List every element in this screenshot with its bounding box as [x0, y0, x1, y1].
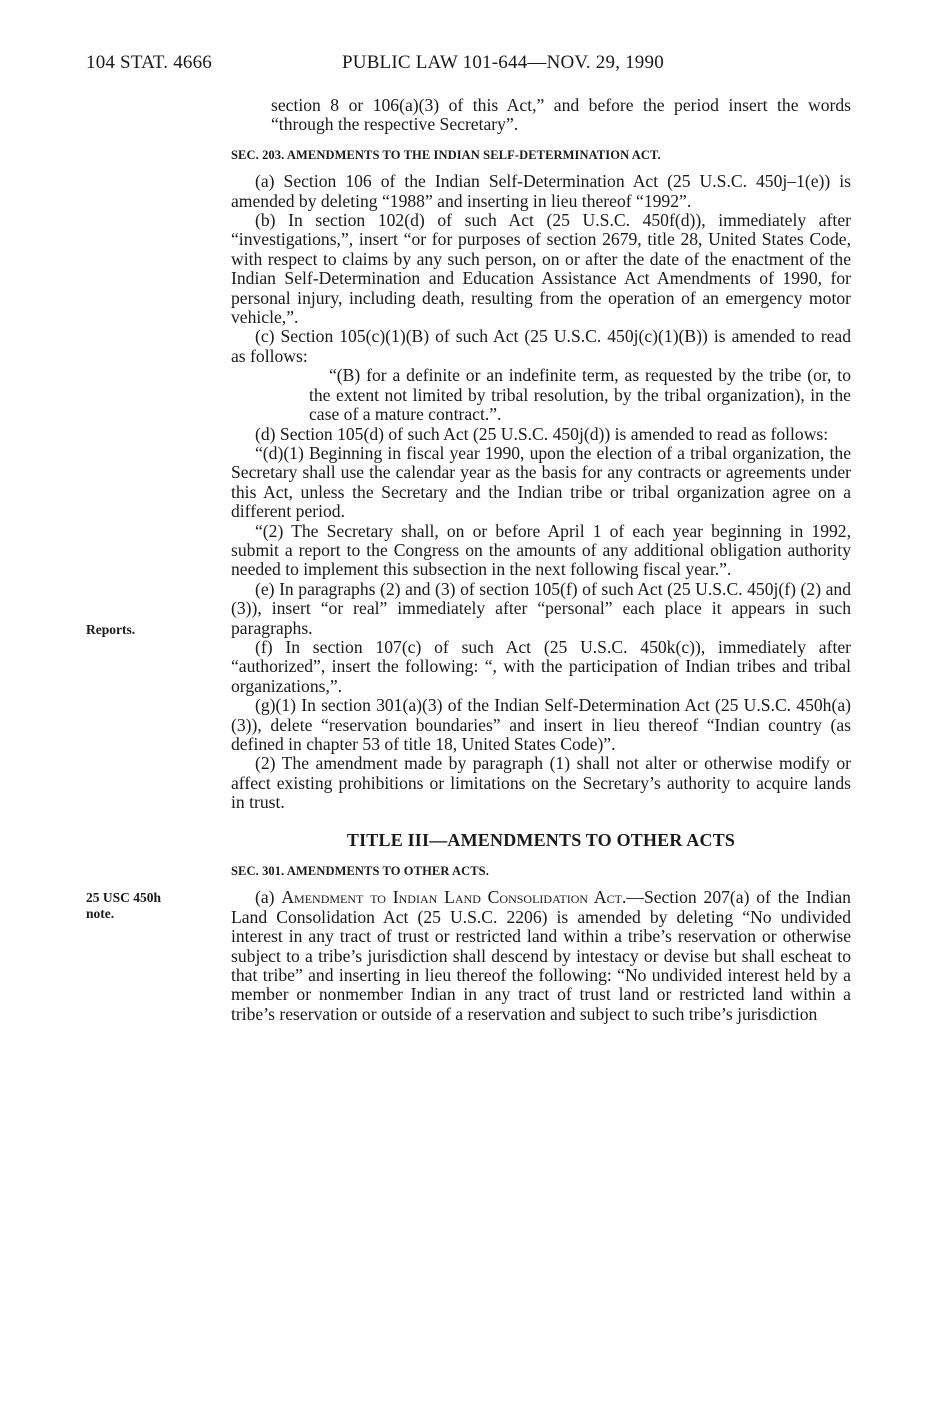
paragraph-g-2: (2) The amendment made by paragraph (1) shall not alter or otherwise modify or affect existing prohibitions or limitations on the Secretary’s authority to acquire lands in trust.	[231, 753, 851, 813]
paragraph-301-a-prefix: (a)	[255, 887, 282, 908]
paragraph-a: (a) Section 106 of the Indian Self-Determination Act (25 U.S.C. 450j–1(e)) is amended by deleting “1988” and inserting in lieu thereof “1992”.	[231, 171, 851, 211]
paragraph-b: (b) In section 102(d) of such Act (25 U.S.C. 450f(d)), immediately after “investigations,”, insert “or for purposes of section 2679, title 28, United States Code, with respect to claims by any such person, on or after the date of the enactment of the Indian Self-Determination and Education Assistance Act Amendments of 1990, for personal injury, including death, resulting from the operation of an emergency motor vehicle,”.	[231, 210, 851, 328]
section-301-heading: SEC. 301. AMENDMENTS TO OTHER ACTS.	[231, 864, 489, 879]
margin-note-usc	[86, 890, 161, 922]
paragraph-d-1: “(d)(1) Beginning in fiscal year 1990, upon the election of a tribal organization, the Secretary shall use the calendar year as the basis for any contracts or agreements under this Act, unless the Secretary and the Indian tribe or tribal organization agree on a different period.	[231, 442, 851, 522]
margin-note-usc-line2: note.	[86, 906, 115, 921]
margin-note-usc-line1: 25 USC 450h	[86, 890, 162, 905]
page-citation: 104 STAT. 4666	[86, 52, 213, 73]
paragraph-c-quote: “(B) for a definite or an indefinite term, as requested by the tribe (or, to the extent not limited by tribal resolution, by the tribal organization), in the case of a mature contract.”.	[309, 365, 851, 425]
paragraph-d: (d) Section 105(d) of such Act (25 U.S.C. 450j(d)) is amended to read as follows:	[255, 423, 829, 444]
paragraph-d-2: “(2) The Secretary shall, on or before April 1 of each year beginning in 1992, submit a report to the Congress on the amounts of any additional obligation authority needed to implement this subsection in the next following fiscal year.”.	[231, 520, 851, 580]
paragraph-f: (f) In section 107(c) of such Act (25 U.S.C. 450k(c)), immediately after “authorized”, insert the following: “, with the participation of Indian tribes and tribal organizations,”.	[231, 636, 851, 696]
paragraph-301-a-caption: Amendment to Indian Land Consolidation Act.	[281, 887, 627, 908]
margin-note-reports: Reports.	[86, 622, 136, 637]
running-head: PUBLIC LAW 101-644—NOV. 29, 1990	[342, 52, 664, 73]
title-3-heading: TITLE III—AMENDMENTS TO OTHER ACTS	[346, 829, 736, 850]
section-203-heading: SEC. 203. AMENDMENTS TO THE INDIAN SELF-DETERMINATION ACT.	[231, 147, 661, 162]
paragraph-301-a-text: —Section 207(a) of the Indian Land Consolidation Act (25 U.S.C. 2206) is amended by deleting “No undivided interest in any tract of trust or restricted land within a tribe’s reservation or otherwise subject to a tribe’s jurisdiction shall descend by intestacy or devise but shall escheat to that tribe” and inserting in lieu thereof the following: “No undivided interest held by a member or nonmember Indian in any tract of trust land or restricted land within a tribe’s reservation or outside of a reservation and subject to such tribe’s jurisdiction	[231, 887, 851, 1024]
continued-paragraph: section 8 or 106(a)(3) of this Act,” and before the period insert the words “through the respective Secretary”.	[271, 95, 851, 135]
paragraph-e: (e) In paragraphs (2) and (3) of section 105(f) of such Act (25 U.S.C. 450j(f) (2) and (3)), insert “or real” immediately after “personal” each place it appears in such paragraphs.	[231, 578, 851, 638]
main-text-column	[231, 96, 851, 1024]
paragraph-g-1: (g)(1) In section 301(a)(3) of the Indian Self-Determination Act (25 U.S.C. 450h(a)(3)), delete “reservation boundaries” and insert in lieu thereof “Indian country (as defined in chapter 53 of title 18, United States Code)”.	[231, 695, 851, 754]
paragraph-301-a	[231, 888, 851, 1024]
paragraph-c: (c) Section 105(c)(1)(B) of such Act (25 U.S.C. 450j(c)(1)(B)) is amended to read as follows:	[231, 326, 851, 366]
